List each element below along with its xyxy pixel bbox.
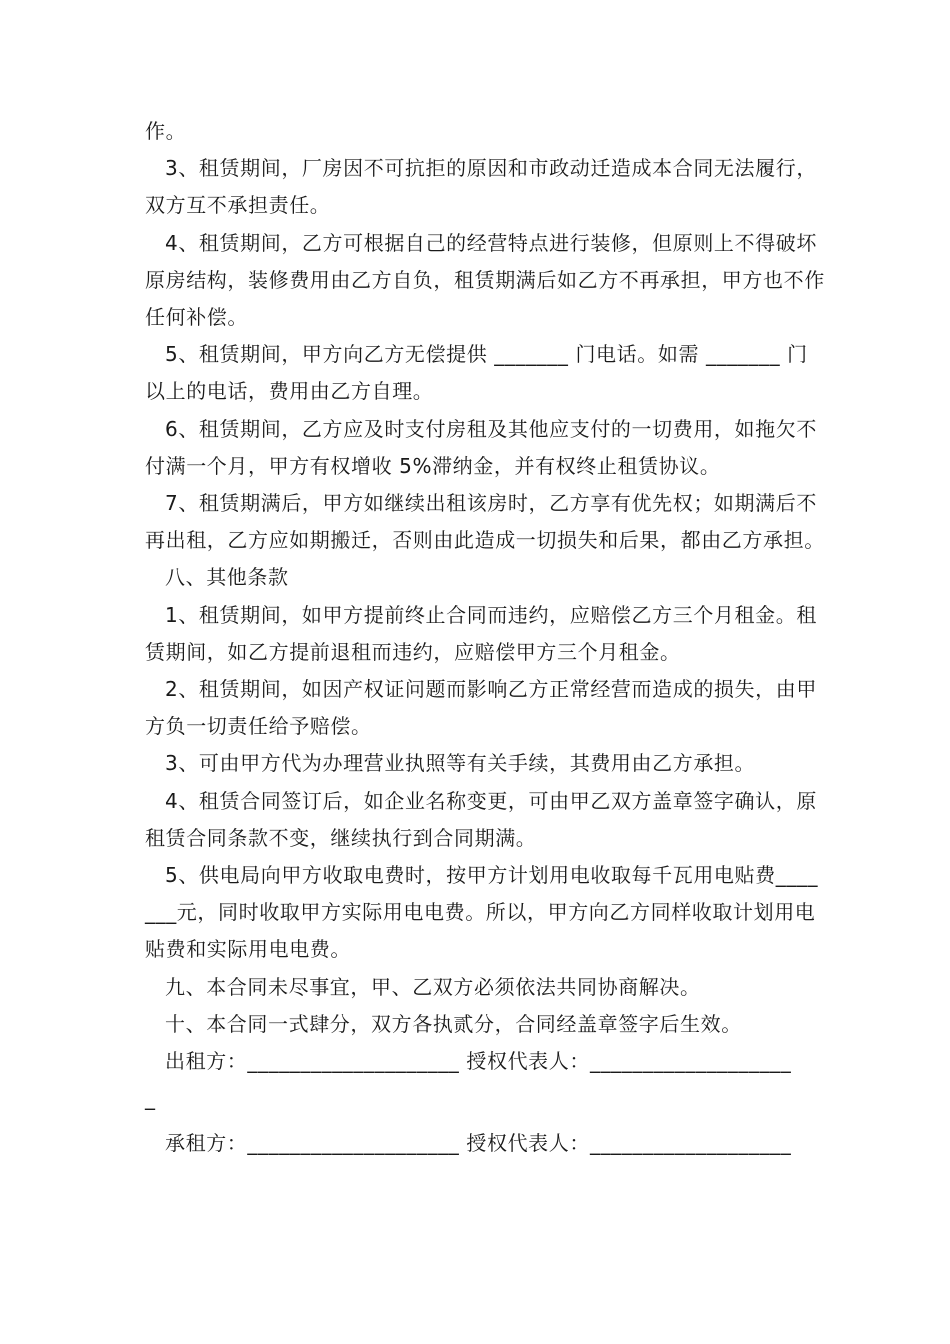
clause-8-1: 1、租赁期间，如甲方提前终止合同而违约，应赔偿乙方三个月租金。租赁期间，如乙方提前退租而违约，应赔偿甲方三个月租金。: [145, 602, 817, 664]
lessor-blank: ____________________: [247, 1049, 460, 1074]
clause-7-3: 3、租赁期间，厂房因不可抗拒的原因和市政动迁造成本合同无法履行，双方互不承担责任。: [145, 156, 817, 218]
clause-7-6: 6、租赁期间，乙方应及时支付房租及其他应支付的一切费用，如拖欠不付满一个月，甲方有权增收 5%滞纳金，并有权终止租赁协议。: [145, 416, 817, 478]
clause-7-5: 5、租赁期间，甲方向乙方无偿提供 _______ 门电话。如需 _______ 门以上的电话，费用由乙方自理。: [145, 342, 808, 404]
clause-7-7: 7、租赁期满后，甲方如继续出租该房时，乙方享有优先权；如期满后不再出租，乙方应如期搬迁，否则由此造成一切损失和后果，都由乙方承担。: [145, 491, 825, 553]
lessee-signature-line: [145, 1125, 825, 1162]
spacer: [145, 1117, 825, 1125]
lessee-rep-blank: ___________________: [589, 1131, 792, 1156]
section-10: 十、本合同一式肆分，双方各执贰分，合同经盖章签字后生效。: [165, 1011, 742, 1036]
clause-8-4: 4、租赁合同签订后，如企业名称变更，可由甲乙双方盖章签字确认，原租赁合同条款不变，继续执行到合同期满。: [145, 788, 817, 850]
section-9: 九、本合同未尽事宜，甲、乙双方必须依法共同协商解决。: [165, 974, 701, 999]
clause-7-4: 4、租赁期间，乙方可根据自己的经营特点进行装修，但原则上不得破坏原房结构，装修费用由乙方自负，租赁期满后如乙方不再承担，甲方也不作任何补偿。: [145, 230, 825, 330]
lessee-blank: ____________________: [247, 1131, 460, 1156]
lessor-label: 出租方：: [165, 1049, 248, 1074]
clause-8-5: 5、供电局向甲方收取电费时，按甲方计划用电收取每千瓦用电贴费_______元，同时收取甲方实际用电电费。所以，甲方向乙方同样收取计划用电贴费和实际用电电费。: [145, 863, 819, 962]
lessor-signature-tail: _: [145, 1086, 156, 1111]
clause-8-3: 3、可由甲方代为办理营业执照等有关手续，其费用由乙方承担。: [165, 751, 756, 776]
lessee-label: 承租方：: [165, 1131, 248, 1156]
paragraph-continuation: 作。: [145, 119, 187, 143]
lessor-signature-line: [145, 1043, 825, 1080]
lessor-rep-label: 授权代表人：: [459, 1049, 590, 1074]
clause-8-2: 2、租赁期间，如因产权证问题而影响乙方正常经营而造成的损失，由甲方负一切责任给予赔偿。: [145, 677, 817, 739]
lessor-rep-blank: ___________________: [589, 1049, 792, 1074]
section-8-heading: 八、其他条款: [165, 565, 289, 590]
document-body: [145, 113, 825, 1163]
lessee-rep-label: 授权代表人：: [459, 1131, 590, 1156]
